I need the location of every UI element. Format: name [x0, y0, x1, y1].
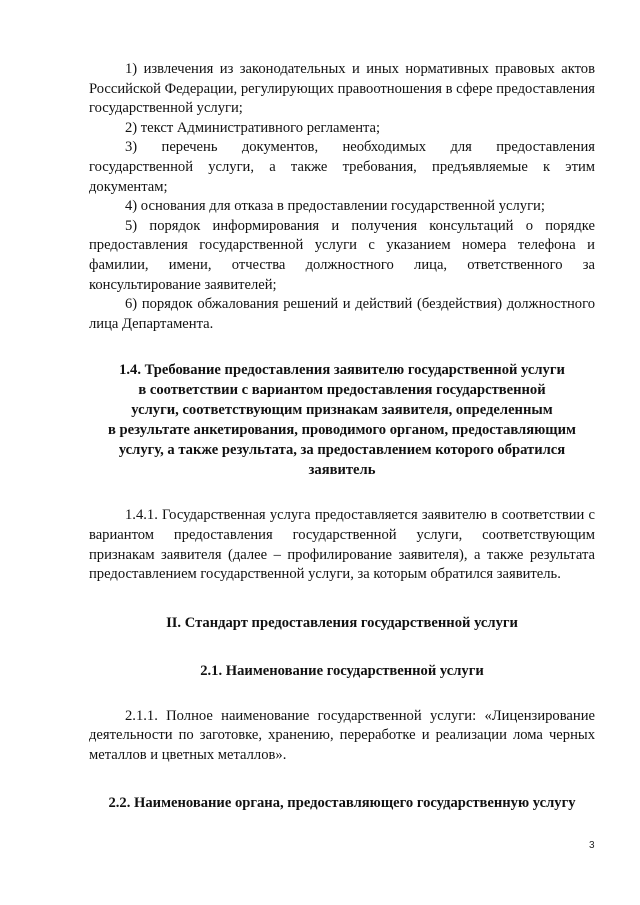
- document-page: [89, 60, 595, 813]
- section-2-2-heading: 2.2. Наименование органа, предоставляющего государственную услугу: [108, 795, 576, 812]
- section-1-4-paragraph: 1.4.1. Государственная услуга предоставляется заявителю в соответствии с вариантом предоставления государственной услуги, соответствующим признакам заявителя (далее – профилирование заявителя), а также результата предоставлением государственной услуги, за которым обратился заявитель.: [89, 507, 595, 583]
- section-2-1-heading: 2.1. Наименование государственной услуги: [200, 662, 484, 679]
- heading-line: услуги, соответствующим признакам заявителя, определенным: [131, 402, 553, 419]
- list-item: 3) перечень документов, необходимых для предоставления государственной услуги, а также требования, предъявляемые к этим документам;: [89, 139, 595, 195]
- heading-line: в соответствии с вариантом предоставления государственной: [138, 382, 546, 399]
- list-item: 2) текст Административного регламента;: [125, 119, 381, 136]
- section-2-1-paragraph: 2.1.1. Полное наименование государственной услуги: «Лицензирование деятельности по заготовке, хранению, переработке и реализации лома черных металлов и цветных металлов».: [89, 707, 595, 763]
- list-item: 1) извлечения из законодательных и иных нормативных правовых актов Российской Федерации, регулирующих правоотношения в сфере предоставления государственной услуги;: [89, 61, 595, 117]
- list-item: 4) основания для отказа в предоставлении государственной услуги;: [125, 198, 545, 215]
- page-number: 3: [589, 840, 595, 851]
- list-item: 6) порядок обжалования решений и действий (бездействия) должностного лица Департамента.: [89, 296, 595, 332]
- heading-line: услугу, а также результата, за предоставлением которого обратился: [118, 442, 566, 459]
- heading-line: 1.4. Требование предоставления заявителю государственной услуги: [119, 362, 565, 379]
- heading-line: в результате анкетирования, проводимого органом, предоставляющим: [108, 422, 576, 439]
- list-item: 5) порядок информирования и получения консультаций о порядке предоставления государственной услуги с указанием номера телефона и фамилии, имени, отчества должностного лица, ответственного за консультирование заявителей;: [89, 217, 595, 293]
- section-1-4-heading: [89, 360, 595, 480]
- section-2-heading: II. Стандарт предоставления государственной услуги: [166, 614, 518, 631]
- heading-line: заявитель: [308, 462, 376, 479]
